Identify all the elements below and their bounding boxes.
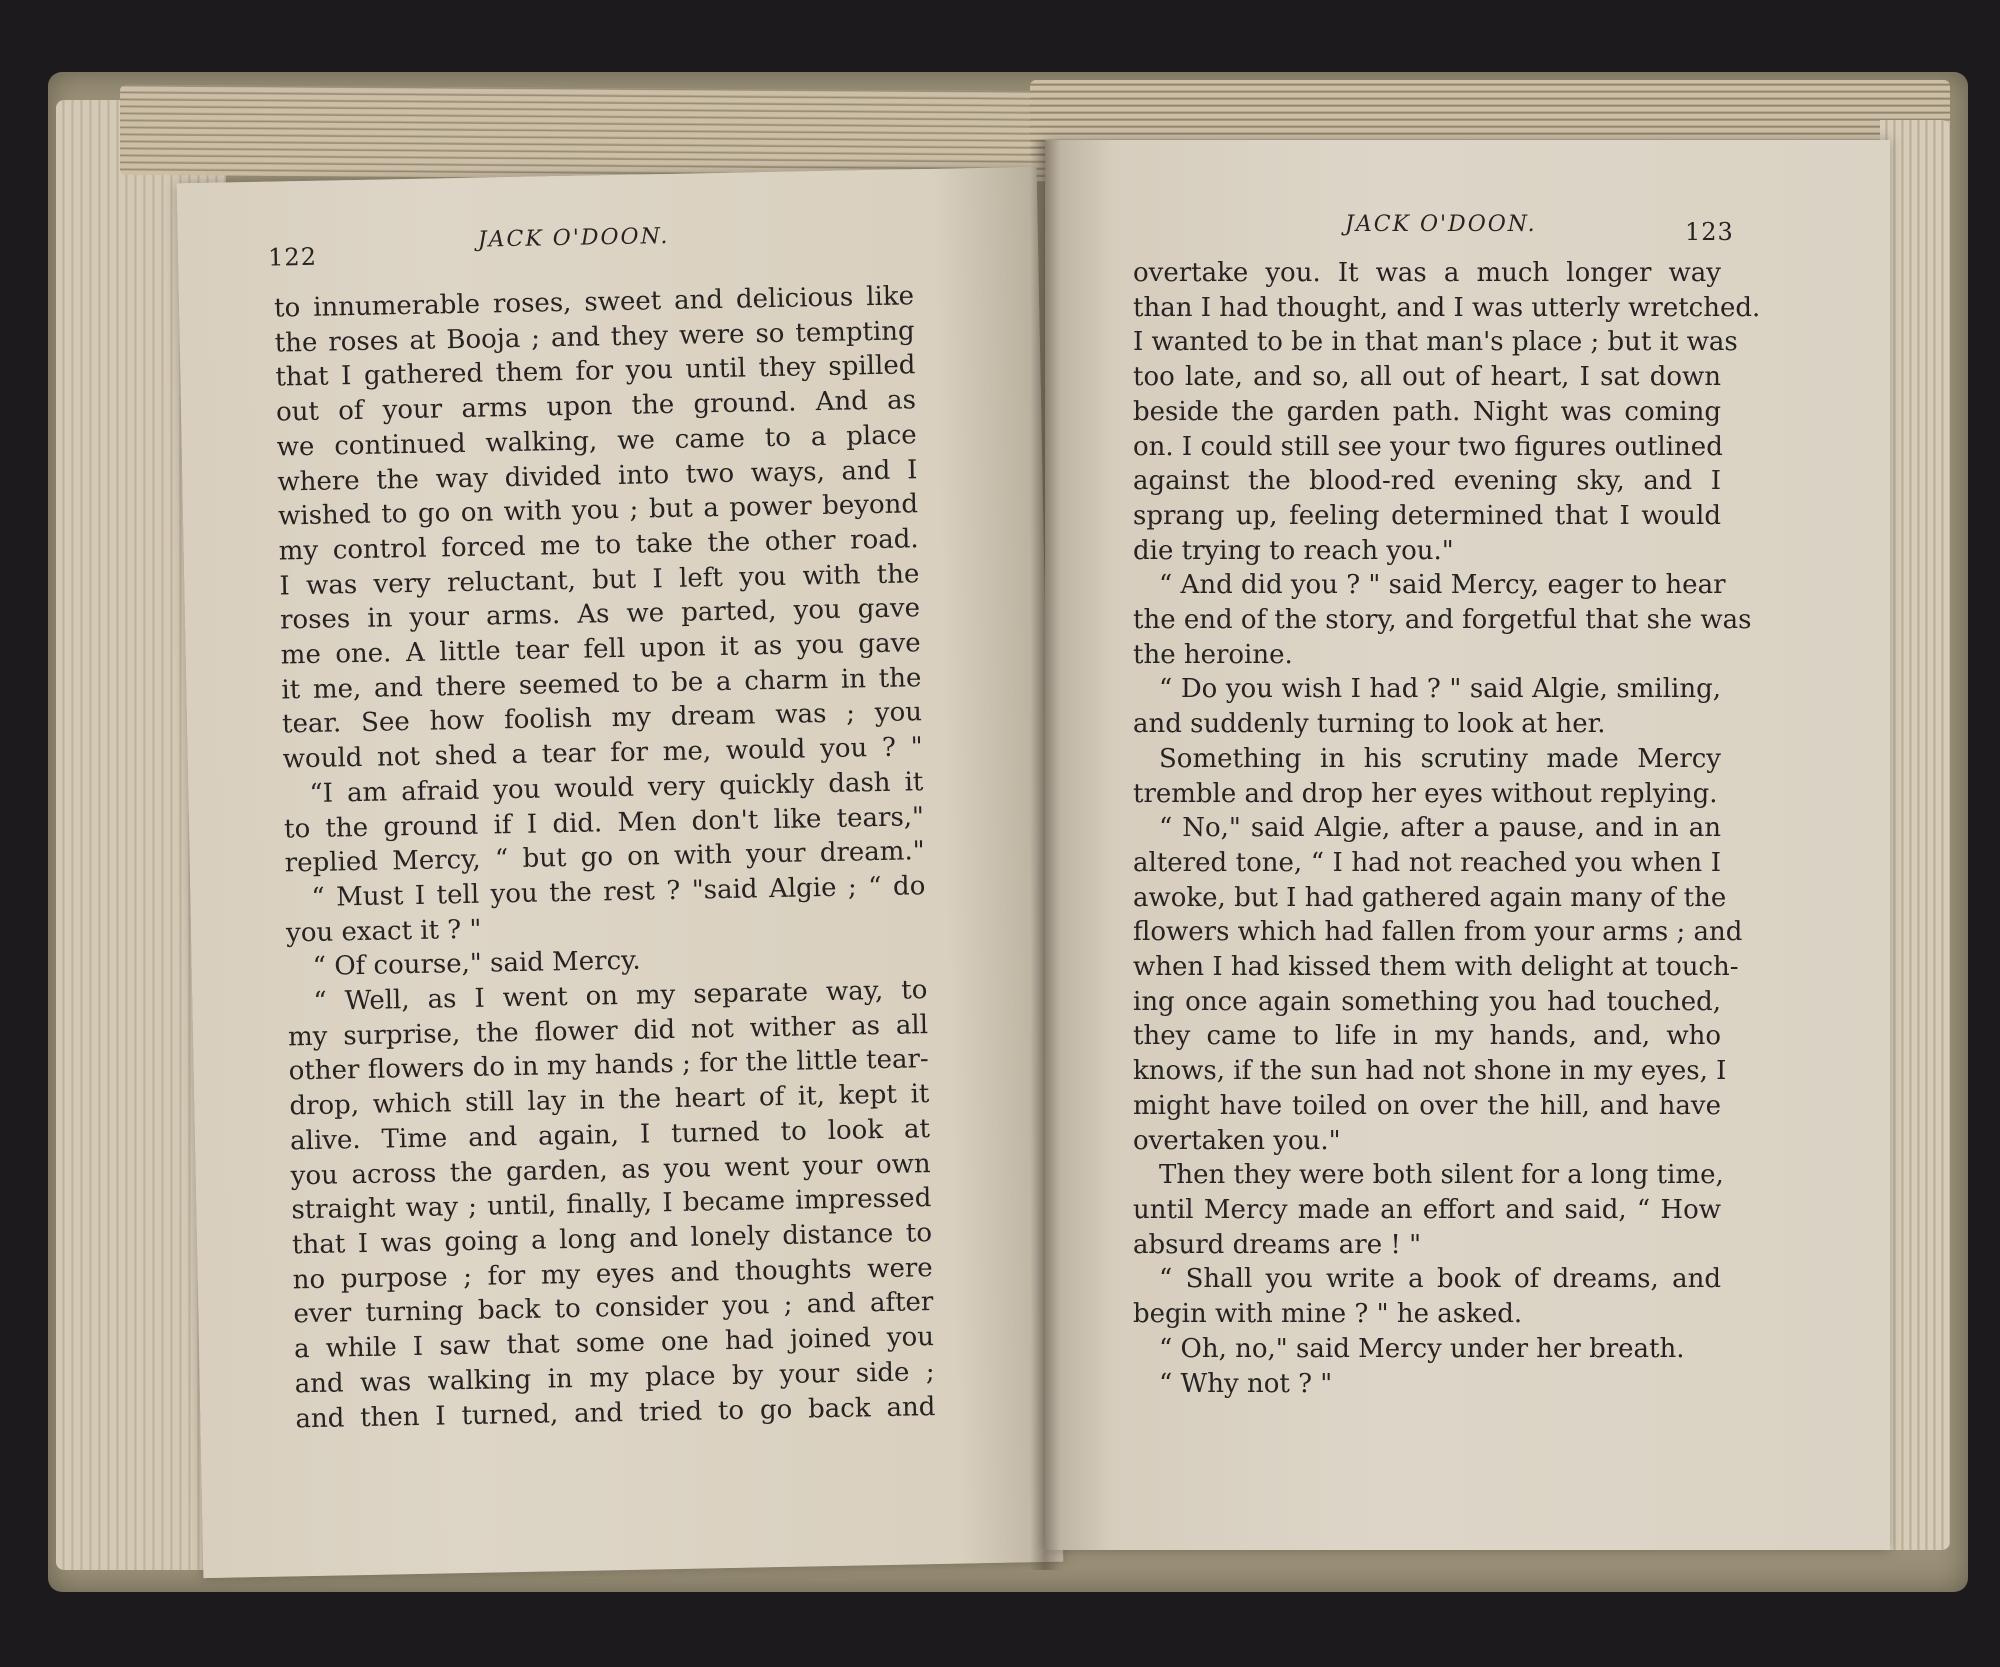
- text-line: that I gathered them for you until they spilled: [275, 350, 916, 393]
- text-line: my control forced me to take the other road.: [278, 524, 919, 567]
- text-line: “ Must I tell you the rest ? "said Algie ; “ do: [311, 871, 926, 913]
- text-line: would not shed a tear for me, would you ? ": [282, 732, 923, 775]
- text-line: on. I could still see your two figures outlined: [1133, 431, 1723, 462]
- text-line: awoke, but I had gathered again many of the: [1133, 882, 1727, 913]
- text-line: we continued walking, we came to a place: [276, 420, 917, 463]
- text-line: replied Mercy, “ but go on with your dream.": [284, 836, 925, 879]
- text-line: knows, if the sun had not shone in my eyes, I: [1133, 1056, 1727, 1087]
- text-line: altered tone, “ I had not reached you when I: [1133, 847, 1721, 878]
- text-line: when I had kissed them with delight at touch-: [1133, 952, 1739, 983]
- text-line: “ Of course," said Mercy.: [312, 945, 641, 983]
- text-line: to the ground if I did. Men don't like tears,": [283, 801, 925, 844]
- text-line: and then I turned, and tried to go back and: [295, 1391, 936, 1434]
- text-line: alive. Time and again, I turned to look at: [289, 1113, 931, 1157]
- text-line: they came to life in my hands, and, who: [1133, 1021, 1721, 1052]
- right-running-head: JACK O'DOON.: [1345, 212, 1537, 237]
- left-page-text: [274, 279, 936, 1436]
- book-gutter: [1030, 140, 1060, 1570]
- text-line: might have toiled on over the hill, and have: [1133, 1090, 1721, 1121]
- text-line: the end of the story, and forgetful that she was: [1133, 605, 1752, 636]
- text-line: me one. A little tear fell upon it as you gave: [280, 628, 921, 671]
- text-line: straight way ; until, finally, I became impressed: [291, 1183, 932, 1226]
- text-line: I wanted to be in that man's place ; but it was: [1133, 327, 1738, 358]
- text-line: my surprise, the flower did not wither as all: [287, 1009, 929, 1053]
- text-line: flowers which had fallen from your arms ; and: [1133, 917, 1743, 948]
- text-line: “ No," said Algie, after a pause, and in an: [1159, 813, 1721, 844]
- text-line: you exact it ? ": [285, 914, 482, 949]
- text-line: beside the garden path. Night was coming: [1133, 396, 1721, 427]
- text-line: out of your arms upon the ground. And as: [275, 385, 917, 428]
- text-line: tremble and drop her eyes without replying.: [1133, 778, 1718, 809]
- text-line: “ Why not ? ": [1159, 1368, 1333, 1399]
- text-line: Then they were both silent for a long time,: [1159, 1160, 1724, 1191]
- text-line: begin with mine ? " he asked.: [1133, 1299, 1523, 1330]
- text-line: until Mercy made an effort and said, “ How: [1133, 1194, 1721, 1225]
- text-line: a while I saw that some one had joined you: [293, 1322, 935, 1365]
- text-line: die trying to reach you.": [1133, 535, 1454, 566]
- right-page-text: [1133, 256, 1761, 1401]
- text-line: roses in your arms. As we parted, you gave: [279, 593, 921, 636]
- text-line: no purpose ; for my eyes and thoughts were: [292, 1252, 933, 1296]
- text-line: and was walking in my place by your side ;: [294, 1356, 935, 1400]
- text-line: the heroine.: [1133, 639, 1293, 670]
- text-line: overtake you. It was a much longer way: [1133, 258, 1721, 288]
- text-line: other flowers do in my hands ; for the little tear-: [288, 1044, 929, 1087]
- text-line: Something in his scrutiny made Mercy: [1159, 743, 1721, 774]
- text-line: “ Oh, no," said Mercy under her breath.: [1159, 1333, 1685, 1364]
- right-page-number: 123: [1685, 218, 1734, 246]
- text-line: ever turning back to consider you ; and after: [293, 1287, 934, 1330]
- text-line: “I am afraid you would very quickly dash it: [309, 767, 924, 809]
- left-page: [177, 167, 1064, 1578]
- text-line: where the way divided into two ways, and I: [277, 454, 918, 498]
- page-edges-top-left: [120, 85, 1050, 181]
- left-page-number: 122: [267, 242, 318, 272]
- text-line: and suddenly turning to look at her.: [1133, 709, 1606, 740]
- text-line: “ Do you wish I had ? " said Algie, smiling,: [1159, 674, 1721, 705]
- text-line: I was very reluctant, but I left you with the: [279, 558, 920, 602]
- page-edges-right: [1880, 120, 1950, 1550]
- text-line: that I was going a long and lonely distance to: [291, 1218, 933, 1261]
- left-running-head: JACK O'DOON.: [477, 223, 670, 253]
- text-line: “ Well, as I went on my separate way, to: [313, 975, 928, 1017]
- text-line: too late, and so, all out of heart, I sat down: [1133, 362, 1721, 393]
- text-line: than I had thought, and I was utterly wretched.: [1133, 292, 1761, 323]
- text-line: wished to go on with you ; but a power beyond: [277, 489, 919, 532]
- text-line: “ And did you ? " said Mercy, eager to hear: [1159, 570, 1726, 601]
- text-line: it me, and there seemed to be a charm in the: [281, 662, 922, 706]
- text-line: absurd dreams are ! ": [1133, 1229, 1422, 1260]
- right-page: [1045, 140, 1890, 1550]
- text-line: to innumerable roses, sweet and delicious like: [273, 281, 915, 324]
- text-line: ing once again something you had touched,: [1133, 986, 1721, 1017]
- text-line: “ Shall you write a book of dreams, and: [1159, 1264, 1721, 1295]
- text-line: you across the garden, as you went your own: [290, 1148, 931, 1191]
- text-line: against the blood-red evening sky, and I: [1133, 466, 1721, 497]
- text-line: drop, which still lay in the heart of it, kept it: [289, 1079, 930, 1122]
- text-line: tear. See how foolish my dream was ; you: [281, 697, 923, 740]
- text-line: sprang up, feeling determined that I would: [1133, 500, 1721, 531]
- text-line: the roses at Booja ; and they were so tempting: [274, 315, 915, 359]
- text-line: overtaken you.": [1133, 1125, 1341, 1156]
